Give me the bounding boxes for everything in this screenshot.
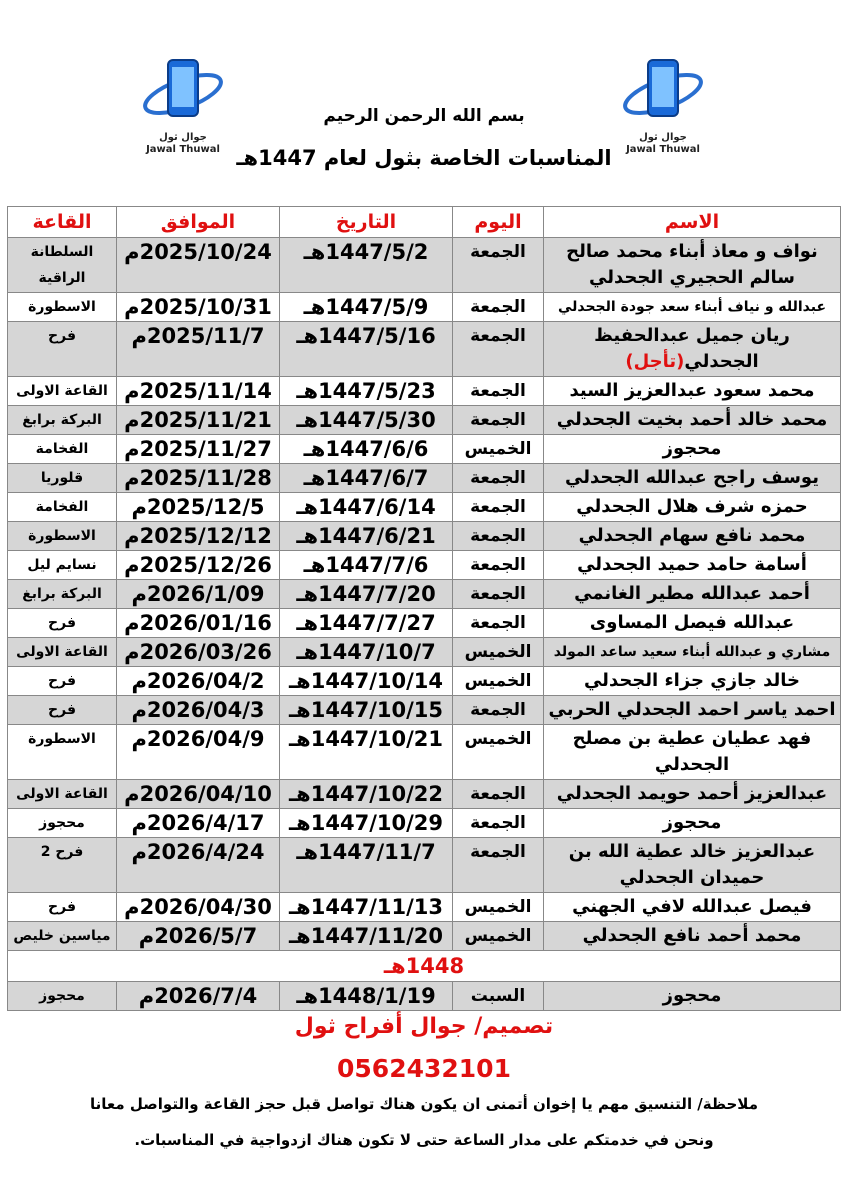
hijri-date-cell bbox=[280, 667, 453, 696]
day-cell-text: الجمعة bbox=[470, 784, 526, 804]
hall-cell-text: الاسطورة bbox=[28, 731, 96, 747]
day-cell-text: الجمعة bbox=[470, 813, 526, 833]
table-row bbox=[8, 551, 841, 580]
table-row bbox=[8, 293, 841, 322]
gregorian-date-cell bbox=[117, 322, 280, 377]
gregorian-date-cell bbox=[117, 696, 280, 725]
gregorian-date-cell bbox=[117, 667, 280, 696]
hall-cell-text: فرح bbox=[48, 673, 76, 689]
day-cell bbox=[453, 322, 544, 377]
hijri-date-cell-text: 1447/7/20هـ bbox=[296, 582, 436, 606]
table-row bbox=[8, 464, 841, 493]
gregorian-date-cell-text: 2025/10/24م bbox=[124, 240, 272, 264]
gregorian-date-cell bbox=[117, 406, 280, 435]
hijri-date-cell-text: 1447/5/23هـ bbox=[296, 379, 436, 403]
logo-text-en: Jawal Thuwal bbox=[146, 144, 220, 155]
table-row bbox=[8, 922, 841, 951]
hijri-date-cell bbox=[280, 893, 453, 922]
hall-cell bbox=[8, 238, 117, 293]
name-cell bbox=[544, 696, 841, 725]
name-cell-text: مشاري و عبدالله أبناء سعيد ساعد المولد bbox=[553, 644, 831, 660]
hijri-date-cell-text: 1447/10/15هـ bbox=[289, 698, 443, 722]
hall-cell-text: البركة برابغ bbox=[22, 412, 102, 428]
hijri-date-cell bbox=[280, 322, 453, 377]
gregorian-date-cell bbox=[117, 982, 280, 1011]
hijri-date-cell bbox=[280, 493, 453, 522]
hijri-date-cell-text: 1447/10/14هـ bbox=[289, 669, 443, 693]
events-table bbox=[7, 206, 841, 1011]
gregorian-date-cell bbox=[117, 725, 280, 780]
page-title: المناسبات الخاصة بثول لعام 1447هـ bbox=[236, 146, 612, 170]
hall-cell-text: فرح bbox=[48, 328, 76, 344]
day-cell-text: الجمعة bbox=[470, 613, 526, 633]
hijri-date-cell-text: 1447/7/27هـ bbox=[296, 611, 436, 635]
name-cell bbox=[544, 293, 841, 322]
hijri-date-cell-text: 1447/10/7هـ bbox=[296, 640, 436, 664]
day-cell bbox=[453, 293, 544, 322]
gregorian-date-cell-text: 2026/04/9م bbox=[131, 727, 265, 751]
hijri-date-cell bbox=[280, 609, 453, 638]
hijri-date-cell bbox=[280, 922, 453, 951]
gregorian-date-cell bbox=[117, 809, 280, 838]
table-row bbox=[8, 982, 841, 1011]
name-cell bbox=[544, 406, 841, 435]
name-cell bbox=[544, 838, 841, 893]
name-cell-text: عبدالعزيز أحمد حويمد الجحدلي bbox=[556, 783, 828, 804]
gregorian-date-cell bbox=[117, 377, 280, 406]
hijri-date-cell-text: 1447/10/22هـ bbox=[289, 782, 443, 806]
name-cell-text: فيصل عبدالله لافي الجهني bbox=[572, 896, 812, 917]
day-cell-text: الجمعة bbox=[470, 497, 526, 517]
gregorian-date-cell bbox=[117, 780, 280, 809]
name-cell-text: يوسف راجح عبدالله الجحدلي bbox=[565, 467, 819, 488]
hall-cell-text: القاعة الاولى bbox=[16, 786, 108, 802]
hall-cell-text: الفخامة bbox=[35, 499, 89, 515]
name-cell-text: احمد ياسر احمد الجحدلي الحربي bbox=[548, 699, 836, 720]
day-cell-text: الجمعة bbox=[470, 468, 526, 488]
day-cell bbox=[453, 982, 544, 1011]
day-cell bbox=[453, 725, 544, 780]
hijri-date-cell-text: 1447/6/21هـ bbox=[296, 524, 436, 548]
hijri-date-cell-text: 1447/7/6هـ bbox=[303, 553, 429, 577]
day-cell bbox=[453, 838, 544, 893]
day-cell bbox=[453, 522, 544, 551]
hall-cell-text: السلطانة الراقية bbox=[30, 244, 94, 286]
name-cell-text: عبدالله و نياف أبناء سعد جودة الجحدلي bbox=[557, 299, 827, 315]
hall-cell-text: فرح 2 bbox=[40, 844, 84, 860]
hijri-date-cell-text: 1448/1/19هـ bbox=[296, 984, 436, 1008]
gregorian-date-cell-text: 2026/04/2م bbox=[131, 669, 265, 693]
logo-text-ar: جوال ثول bbox=[639, 132, 687, 143]
name-cell bbox=[544, 551, 841, 580]
hall-cell bbox=[8, 464, 117, 493]
name-cell-text: حمزه شرف هلال الجحدلي bbox=[576, 496, 808, 517]
day-cell-text: الجمعة bbox=[470, 526, 526, 546]
name-cell bbox=[544, 580, 841, 609]
hall-cell bbox=[8, 377, 117, 406]
table-row bbox=[8, 322, 841, 377]
table-row bbox=[8, 493, 841, 522]
hall-cell bbox=[8, 922, 117, 951]
name-cell-text: خالد جازي جزاء الجحدلي bbox=[583, 670, 801, 691]
hall-cell-text: الفخامة bbox=[35, 441, 89, 457]
table-row bbox=[8, 238, 841, 293]
hijri-date-cell-text: 1447/10/21هـ bbox=[289, 727, 443, 751]
postponed-badge: (تأجل) bbox=[625, 351, 685, 372]
hall-cell-text: نسايم ليل bbox=[27, 557, 97, 573]
col-greg: الموافق bbox=[117, 207, 280, 238]
table-row bbox=[8, 580, 841, 609]
hall-cell bbox=[8, 809, 117, 838]
hijri-date-cell bbox=[280, 406, 453, 435]
name-cell bbox=[544, 464, 841, 493]
hijri-date-cell-text: 1447/5/9هـ bbox=[303, 295, 429, 319]
day-cell bbox=[453, 638, 544, 667]
hall-cell-text: القاعة الاولى bbox=[16, 644, 108, 660]
hall-cell bbox=[8, 696, 117, 725]
table-row bbox=[8, 725, 841, 780]
name-cell-text: عبدالله فيصل المساوى bbox=[589, 612, 795, 633]
name-cell bbox=[544, 435, 841, 464]
gregorian-date-cell-text: 2025/10/31م bbox=[124, 295, 272, 319]
day-cell-text: الجمعة bbox=[470, 410, 526, 430]
hijri-date-cell bbox=[280, 238, 453, 293]
gregorian-date-cell-text: 2026/7/4م bbox=[138, 984, 258, 1008]
hall-cell-text: قلوريا bbox=[40, 470, 84, 486]
day-cell bbox=[453, 667, 544, 696]
hall-cell bbox=[8, 667, 117, 696]
table-row bbox=[8, 696, 841, 725]
name-cell-text: نواف و معاذ أبناء محمد صالح سالم الحجيري الجحدلي bbox=[566, 241, 818, 288]
col-hijri: التاريخ bbox=[280, 207, 453, 238]
hijri-date-cell-text: 1447/11/20هـ bbox=[289, 924, 443, 948]
name-cell bbox=[544, 522, 841, 551]
day-cell-text: الخميس bbox=[464, 897, 532, 917]
day-cell-text: الخميس bbox=[464, 439, 532, 459]
table-row bbox=[8, 838, 841, 893]
hijri-date-cell bbox=[280, 580, 453, 609]
hall-cell bbox=[8, 435, 117, 464]
name-cell bbox=[544, 322, 841, 377]
hall-cell bbox=[8, 638, 117, 667]
table-row bbox=[8, 435, 841, 464]
gregorian-date-cell bbox=[117, 551, 280, 580]
gregorian-date-cell bbox=[117, 893, 280, 922]
gregorian-date-cell-text: 2026/01/16م bbox=[124, 611, 272, 635]
year-divider-row bbox=[8, 951, 841, 982]
hall-cell-text: مياسين خليص bbox=[13, 928, 111, 944]
note-line-2: ونحن في خدمتكم على مدار الساعة حتى لا تكون هناك ازدواجية في المناسبات. bbox=[134, 1131, 714, 1149]
gregorian-date-cell bbox=[117, 638, 280, 667]
hijri-date-cell-text: 1447/11/13هـ bbox=[289, 895, 443, 919]
day-cell-text: الخميس bbox=[464, 671, 532, 691]
table-row bbox=[8, 638, 841, 667]
day-cell bbox=[453, 893, 544, 922]
name-cell bbox=[544, 893, 841, 922]
day-cell bbox=[453, 609, 544, 638]
gregorian-date-cell-text: 2026/1/09م bbox=[131, 582, 265, 606]
name-cell bbox=[544, 493, 841, 522]
hall-cell bbox=[8, 522, 117, 551]
gregorian-date-cell bbox=[117, 922, 280, 951]
hijri-date-cell-text: 1447/11/7هـ bbox=[296, 840, 436, 864]
gregorian-date-cell-text: 2026/5/7م bbox=[138, 924, 258, 948]
gregorian-date-cell bbox=[117, 435, 280, 464]
hall-cell bbox=[8, 580, 117, 609]
day-cell bbox=[453, 493, 544, 522]
table-row bbox=[8, 406, 841, 435]
gregorian-date-cell-text: 2026/4/24م bbox=[131, 840, 265, 864]
day-cell bbox=[453, 464, 544, 493]
hijri-date-cell-text: 1447/5/2هـ bbox=[303, 240, 429, 264]
basmala: بسم الله الرحمن الرحيم bbox=[323, 106, 525, 126]
hall-cell-text: فرح bbox=[48, 615, 76, 631]
day-cell bbox=[453, 780, 544, 809]
col-name: الاسم bbox=[544, 207, 841, 238]
hijri-date-cell-text: 1447/6/14هـ bbox=[296, 495, 436, 519]
name-cell bbox=[544, 377, 841, 406]
table-header-row bbox=[8, 207, 841, 238]
hall-cell bbox=[8, 893, 117, 922]
hijri-date-cell bbox=[280, 780, 453, 809]
hall-cell-text: فرح bbox=[48, 702, 76, 718]
name-cell-text: محمد خالد أحمد بخيت الجحدلي bbox=[556, 409, 828, 430]
gregorian-date-cell-text: 2026/4/17م bbox=[131, 811, 265, 835]
hall-cell bbox=[8, 493, 117, 522]
gregorian-date-cell bbox=[117, 464, 280, 493]
hijri-date-cell bbox=[280, 464, 453, 493]
day-cell-text: الجمعة bbox=[470, 242, 526, 262]
day-cell-text: الجمعة bbox=[470, 584, 526, 604]
gregorian-date-cell-text: 2025/12/12م bbox=[124, 524, 272, 548]
gregorian-date-cell-text: 2025/11/14م bbox=[124, 379, 272, 403]
hijri-date-cell bbox=[280, 696, 453, 725]
col-hall: القاعة bbox=[8, 207, 117, 238]
name-cell-text: أسامة حامد حميد الجحدلي bbox=[577, 554, 807, 575]
gregorian-date-cell-text: 2025/11/27م bbox=[124, 437, 272, 461]
hall-cell bbox=[8, 322, 117, 377]
day-cell bbox=[453, 922, 544, 951]
gregorian-date-cell bbox=[117, 838, 280, 893]
year-divider: 1448هـ bbox=[8, 951, 841, 982]
gregorian-date-cell-text: 2025/11/21م bbox=[124, 408, 272, 432]
day-cell bbox=[453, 406, 544, 435]
hall-cell bbox=[8, 609, 117, 638]
hijri-date-cell bbox=[280, 551, 453, 580]
name-cell-text: محجوز bbox=[662, 985, 722, 1006]
name-cell-text: محمد سعود عبدالعزيز السيد bbox=[569, 380, 815, 401]
name-cell bbox=[544, 809, 841, 838]
day-cell bbox=[453, 696, 544, 725]
hijri-date-cell bbox=[280, 838, 453, 893]
name-cell-text: عبدالعزيز خالد عطية الله بن حميدان الجحدلي bbox=[568, 841, 816, 888]
day-cell-text: الخميس bbox=[464, 642, 532, 662]
name-cell bbox=[544, 609, 841, 638]
name-cell-text: ريان جميل عبدالحفيظ الجحدلي bbox=[594, 325, 790, 372]
name-cell bbox=[544, 922, 841, 951]
logo-text-ar: جوال ثول bbox=[159, 132, 207, 143]
gregorian-date-cell-text: 2025/11/7م bbox=[131, 324, 265, 348]
hijri-date-cell bbox=[280, 982, 453, 1011]
hall-cell bbox=[8, 293, 117, 322]
day-cell-text: الجمعة bbox=[470, 700, 526, 720]
day-cell bbox=[453, 377, 544, 406]
hijri-date-cell-text: 1447/10/29هـ bbox=[289, 811, 443, 835]
hijri-date-cell bbox=[280, 809, 453, 838]
day-cell bbox=[453, 238, 544, 293]
hall-cell-text: الاسطورة bbox=[28, 299, 96, 315]
hijri-date-cell-text: 1447/6/6هـ bbox=[303, 437, 429, 461]
gregorian-date-cell-text: 2025/12/26م bbox=[124, 553, 272, 577]
gregorian-date-cell bbox=[117, 609, 280, 638]
day-cell bbox=[453, 809, 544, 838]
hijri-date-cell bbox=[280, 435, 453, 464]
logo-text-en: Jawal Thuwal bbox=[626, 144, 700, 155]
hall-cell-text: الاسطورة bbox=[28, 528, 96, 544]
gregorian-date-cell-text: 2025/12/5م bbox=[131, 495, 265, 519]
hijri-date-cell bbox=[280, 293, 453, 322]
hijri-date-cell bbox=[280, 522, 453, 551]
gregorian-date-cell-text: 2026/04/30م bbox=[124, 895, 272, 919]
day-cell bbox=[453, 580, 544, 609]
designer-credit: تصميم/ جوال أفراح ثول bbox=[294, 1014, 554, 1039]
hijri-date-cell bbox=[280, 725, 453, 780]
table-row bbox=[8, 780, 841, 809]
hall-cell-text: محجوز bbox=[39, 815, 85, 831]
day-cell bbox=[453, 551, 544, 580]
col-day: اليوم bbox=[453, 207, 544, 238]
hall-cell-text: البركة برابغ bbox=[22, 586, 102, 602]
name-cell bbox=[544, 780, 841, 809]
hijri-date-cell bbox=[280, 638, 453, 667]
hijri-date-cell-text: 1447/5/16هـ bbox=[296, 324, 436, 348]
day-cell-text: السبت bbox=[470, 986, 526, 1006]
table-row bbox=[8, 893, 841, 922]
name-cell bbox=[544, 638, 841, 667]
note-line-1: ملاحظة/ التنسيق مهم يا إخوان أتمنى ان يكون هناك تواصل قبل حجز القاعة والتواصل معانا bbox=[90, 1095, 758, 1113]
day-cell-text: الجمعة bbox=[470, 555, 526, 575]
name-cell-text: محمد أحمد نافع الجحدلي bbox=[582, 925, 802, 946]
day-cell-text: الجمعة bbox=[470, 297, 526, 317]
hijri-date-cell-text: 1447/5/30هـ bbox=[296, 408, 436, 432]
hall-cell-text: فرح bbox=[48, 899, 76, 915]
name-cell-text: محمد نافع سهام الجحدلي bbox=[578, 525, 806, 546]
hall-cell bbox=[8, 551, 117, 580]
table-row bbox=[8, 809, 841, 838]
day-cell-text: الخميس bbox=[464, 729, 532, 749]
hall-cell bbox=[8, 725, 117, 780]
gregorian-date-cell bbox=[117, 238, 280, 293]
gregorian-date-cell-text: 2025/11/28م bbox=[124, 466, 272, 490]
name-cell bbox=[544, 238, 841, 293]
gregorian-date-cell bbox=[117, 580, 280, 609]
hall-cell-text: القاعة الاولى bbox=[16, 383, 108, 399]
hall-cell-text: محجوز bbox=[39, 988, 85, 1004]
gregorian-date-cell-text: 2026/03/26م bbox=[124, 640, 272, 664]
hall-cell bbox=[8, 406, 117, 435]
hijri-date-cell-text: 1447/6/7هـ bbox=[303, 466, 429, 490]
hall-cell bbox=[8, 838, 117, 893]
day-cell-text: الجمعة bbox=[470, 381, 526, 401]
day-cell-text: الجمعة bbox=[470, 842, 526, 862]
gregorian-date-cell-text: 2026/04/10م bbox=[124, 782, 272, 806]
name-cell bbox=[544, 982, 841, 1011]
name-cell bbox=[544, 725, 841, 780]
gregorian-date-cell bbox=[117, 293, 280, 322]
phone-number: 0562432101 bbox=[337, 1054, 511, 1083]
hall-cell bbox=[8, 780, 117, 809]
day-cell-text: الخميس bbox=[464, 926, 532, 946]
hall-cell bbox=[8, 982, 117, 1011]
table-row bbox=[8, 667, 841, 696]
day-cell-text: الجمعة bbox=[470, 326, 526, 346]
gregorian-date-cell bbox=[117, 493, 280, 522]
hijri-date-cell bbox=[280, 377, 453, 406]
name-cell bbox=[544, 667, 841, 696]
table-row bbox=[8, 609, 841, 638]
name-cell-text: محجوز bbox=[662, 812, 722, 833]
table-row bbox=[8, 522, 841, 551]
day-cell bbox=[453, 435, 544, 464]
name-cell-text: محجوز bbox=[662, 438, 722, 459]
name-cell-text: أحمد عبدالله مطير الغانمي bbox=[574, 583, 810, 604]
gregorian-date-cell bbox=[117, 522, 280, 551]
gregorian-date-cell-text: 2026/04/3م bbox=[131, 698, 265, 722]
table-row bbox=[8, 377, 841, 406]
name-cell-text: فهد عطيان عطية بن مصلح الجحدلي bbox=[572, 728, 812, 775]
